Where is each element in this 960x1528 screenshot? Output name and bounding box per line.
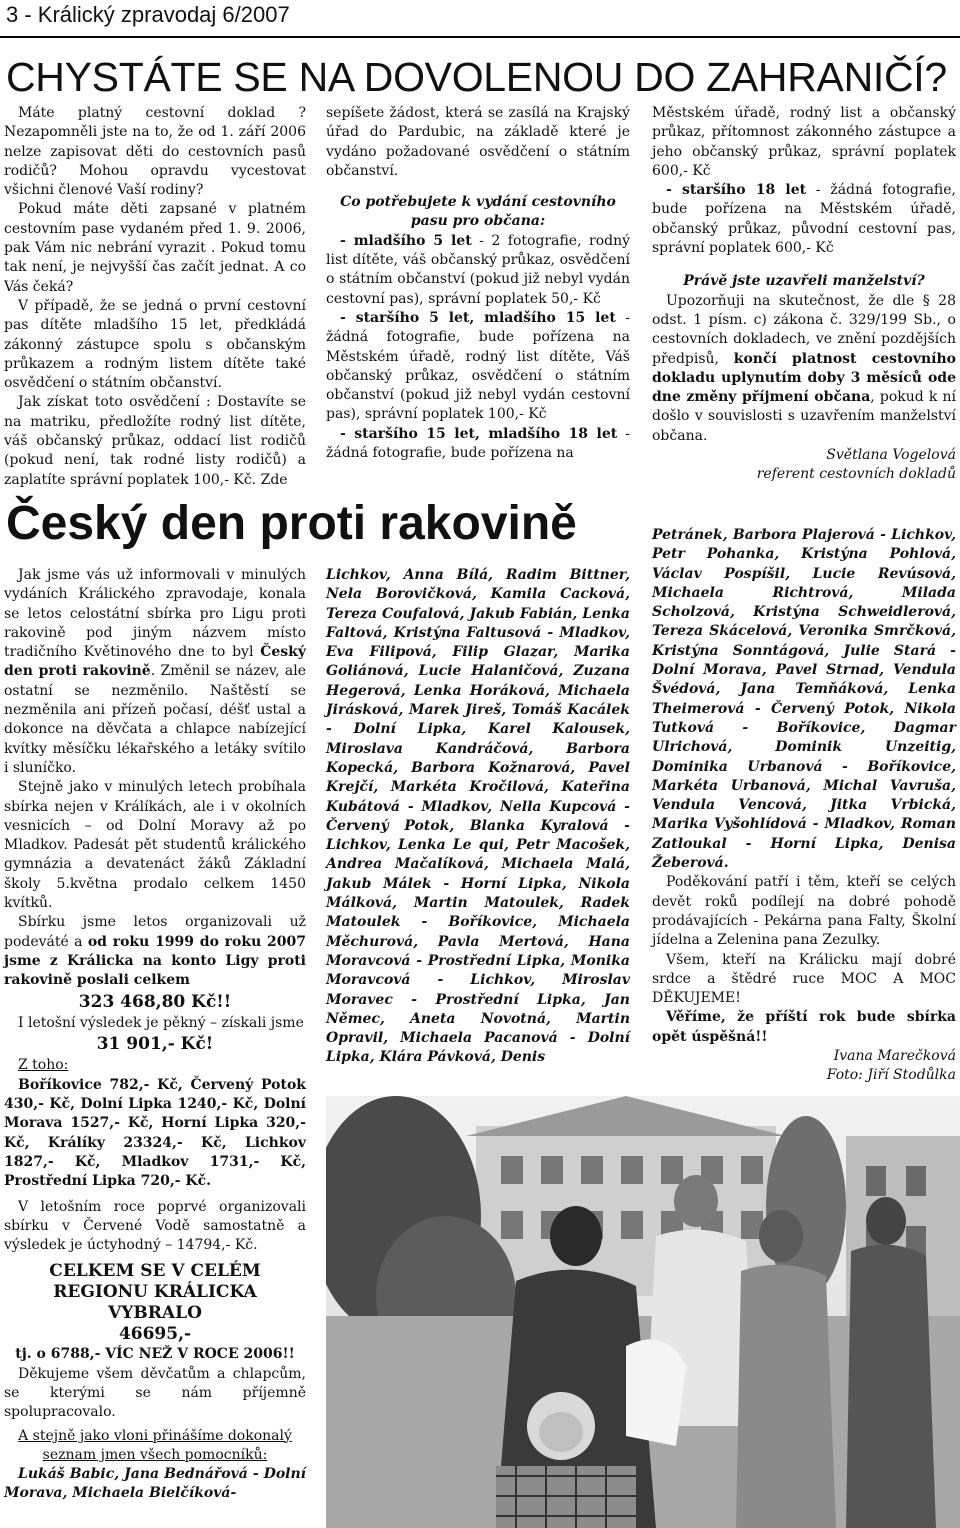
- region-total-comparison: tj. o 6788,- VÍC NEŽ V ROCE 2006!!: [15, 1346, 295, 1363]
- text: Jak jsme vás už informovali v minulých vydáních Králického zpravodaje, konala se letos celostátní sbírka pro Ligu proti rakovině pod jiným názvem místo tradičního Květinového dne to byl: [4, 567, 306, 661]
- paragraph: Věříme, že příští rok bude sbírka opět úspěšná!!: [652, 1009, 956, 1045]
- region-total-value: 46695,-: [118, 1324, 192, 1345]
- article1-column-2: [326, 104, 630, 463]
- helpers-list: Lichkov, Anna Bílá, Radim Bittner, Nela Borovičková, Kamila Cacková, Tereza Coufalová, Jakub Fabián, Lenka Faltová, Kristýna Faltusová - Mladkov, Eva Filipová, Filip Glazar, Marika Goliánová, Lucie Halaničová, Zuzana Hegerová, Lenka Horáková, Michaela Jirásková, Marek Jireš, Tomáš Kacálek - Dolní Lipka, Karel Kalousek, Miroslava Kandráčová, Barbora Kopecká, Barbora Kožnarová, Pavel Krejčí, Markéta Kročilová, Kateřina Kubátová - Mladkov, Nella Kupcová - Červený Potok, Blanka Kyralová - Lichkov, Lenka Le qui, Petr Macošek, Andrea Mačalíková, Michaela Malá, Jakub Málek - Horní Lipka, Nikola Málková, Martin Matoulek, Radek Matoulek - Boříkovice, Michaela Měchurová, Pavla Mertová, Hana Moravcová - Prostřední Lipka, Monika Moravcová - Lichkov, Miroslav Moravec - Prostřední Lipka, Jan Němec, Aneta Novotná, Martin Opravil, Michaela Pacanová - Dolní Lipka, Klára Pávková, Denis: [326, 567, 630, 1066]
- text: Upozorňuji na skutečnost, že dle § 28 odst. 1 písm. c) zákona č. 329/199 Sb., o cestovních dokladech, ve znění pozdějších předpisů,: [652, 292, 956, 367]
- list-item-text: - 2 fotografie, rodný list dítěte, váš občanský průkaz, osvědčení o státním občanství (pokud již nebyl vydán cestovní pas), správní poplatek 50,- Kč: [326, 232, 631, 307]
- list-item-label: - mladšího 5 let: [340, 232, 472, 249]
- paragraph: Děkujeme všem děvčatům a chlapcům, se kterými se nám příjemně spolupracovalo.: [4, 1365, 306, 1421]
- collection-photo-icon: [326, 1096, 960, 1528]
- paragraph: V případě, že se jedná o první cestovní pas dítěte mladšího 15 let, předkládá zákonný zástupce spolu s občanským průkazem a rodným listem dítěte také osvědčení o státním občanství.: [4, 297, 306, 392]
- photo-svg: [326, 1096, 960, 1528]
- text: Sbírku jsme letos organizovali už podeváté a: [4, 914, 306, 950]
- subheading: Právě jste uzavřeli manželství?: [683, 273, 925, 290]
- helpers-list: Lukáš Babic, Jana Bednářová - Dolní Morava, Michaela Bielčíková-: [4, 1466, 306, 1502]
- paragraph: Městském úřadě, rodný list a občanský průkaz, přítomnost zákonného zástupce a jeho občanský průkaz, správní poplatek 600,- Kč: [652, 105, 956, 179]
- text: . Změnil se název, ale ostatní se nezměnilo. Naštěstí se nezměnila ani přízeň počasí, déšť ustal a dokonce na děvčata a chlapce nabízející kvítky měsíčku lékařského a letáky svítilo i sluníčko.: [4, 663, 306, 776]
- paragraph: Jak získat toto osvědčení : Dostavíte se na matriku, předložíte rodný list dítěte, váš občanský průkaz, oddací list rodičů (pokud není, tak rodné listy rodičů) a zaplatíte správní poplatek 100,- Kč. Zde: [4, 394, 306, 488]
- paragraph: A stejně jako vloni přinášíme dokonalý seznam jmen všech pomocníků:: [18, 1427, 292, 1463]
- page-header: 3 - Králický zpravodaj 6/2007: [6, 2, 290, 27]
- list-item: [652, 181, 956, 258]
- article1-column-3: [652, 104, 956, 485]
- author-name: Ivana Marečková: [833, 1048, 956, 1065]
- helpers-list: Petránek, Barbora Plajerová - Lichkov, Petr Pohanka, Kristýna Pohlová, Václav Pospíšil, Lucie Revúsová, Michaela Richtrová, Milada Scholzová, Kristýna Schweidlerová, Tereza Skácelová, Veronika Smrčková, Kristýna Sonntágová, Julie Stará - Dolní Morava, Pavel Strnad, Vendula Švédová, Jana Temňáková, Lenka Theimerová - Červený Potok, Nikola Tutková - Boříkovice, Dagmar Ulrichová, Dominik Unzeitig, Dominika Urbanová - Boříkovice, Markéta Urbanová, Michal Vavruša, Vendula Vencová, Jitka Vrbická, Marika Vyšohlídová - Mladkov, Roman Zatloukal - Horní Lipka, Denisa Žeberová.: [652, 527, 956, 872]
- paragraph: V letošním roce poprvé organizovali sbírku v Červené Vodě samostatně a výsledek je úctyhodný – 14794,- Kč.: [4, 1198, 306, 1254]
- breakdown-list: Boříkovice 782,- Kč, Červený Potok 430,- Kč, Dolní Lipka 1240,- Kč, Dolní Morava 1527,- Kč, Horní Lipka 320,- Kč, Králíky 23324,- Kč, Lichkov 1827,- Kč, Mladkov 1731,- Kč, Prostřední Lipka 720,- Kč.: [4, 1076, 306, 1190]
- total-amount: 323 468,80 Kč!!: [78, 991, 232, 1012]
- article1-column-1: [4, 104, 306, 490]
- year-amount: 31 901,- Kč!: [96, 1034, 214, 1055]
- paragraph: [4, 913, 306, 990]
- list-item: [326, 232, 630, 309]
- list-item: [326, 309, 630, 425]
- paragraph: sepíšete žádost, která se zasílá na Krajský úřad do Pardubic, na základě které je vydáno požadované osvědčení o státním občanství.: [326, 105, 630, 179]
- paragraph: [4, 566, 306, 778]
- list-item: [326, 425, 630, 464]
- paragraph: Všem, kteří na Králicku mají dobré srdce a štědré ruce MOC A MOC DĚKUJEME!: [652, 951, 956, 1007]
- paragraph: Poděkování patří i těm, kteří se celých devět roků podílejí na dobré pohodě prodávajících - Pekárna pana Falty, Školní jídelna a Zelenina pana Zezulky.: [652, 874, 956, 949]
- list-item-label: - staršího 18 let: [666, 182, 807, 199]
- breakdown-label: Z toho:: [18, 1057, 69, 1074]
- emphasis: končí platnost cestovního dokladu uplynutím doby 3 měsíců ode dne změny příjmení občana: [652, 350, 956, 406]
- paragraph: [652, 292, 956, 446]
- text: , pokud k ní došlo v souvislosti s uzavřením manželství občana.: [652, 389, 956, 444]
- author-role: referent cestovních dokladů: [756, 466, 956, 483]
- list-item-label: - staršího 15 let, mladšího 18 let: [340, 425, 618, 442]
- article2-column-2: [326, 566, 630, 1068]
- photo-credit: Foto: Jiří Stodůlka: [826, 1067, 956, 1084]
- header-rule: [0, 36, 960, 38]
- list-item-text: - žádná fotografie, bude pořízena na: [326, 425, 630, 462]
- emphasis: od roku 1999 do roku 2007 jsme z Králicka na konto Ligy proti rakovině poslali celkem: [4, 933, 306, 989]
- article2-headline: Český den proti rakovině: [6, 497, 577, 550]
- article1-headline: CHYSTÁTE SE NA DOVOLENOU DO ZAHRANIČÍ?: [6, 54, 947, 100]
- paragraph: Pokud máte děti zapsané v platném cestovním pase vydaném před 1. 9. 2006, pak Vám nic nebrání vyrazit . Pokud tomu tak není, je nejvyšší čas začít jednat. A co Vás čeká?: [4, 201, 306, 295]
- list-item-text: - žádná fotografie, bude pořízena na Městském úřadě, občanský průkaz, původní cestovní pas, správní poplatek 600,- Kč: [652, 182, 956, 257]
- region-total-label: CELKEM SE V CELÉM REGIONU KRÁLICKA VYBRALO: [49, 1261, 261, 1324]
- list-item-text: - žádná fotografie, bude pořízena na Městském úřadě, rodný list dítěte, Váš občanský průkaz, osvědčení o státním občanství (pokud již nebyl vydán cestovní pas), správní poplatek 100,- Kč: [326, 309, 630, 423]
- paragraph: Stejně jako v minulých letech probíhala sbírka nejen v Králíkách, ale i v okolních vesnicích – od Dolní Moravy až po Mladkov. Padesát pět studentů králického gymnázia a devatenáct žáků Základní školy 5.května prodalo celkem 1450 kvítků.: [4, 779, 306, 912]
- emphasis: Český den proti rakovině: [4, 644, 306, 680]
- article2-column-1: [4, 566, 306, 1504]
- paragraph: Máte platný cestovní doklad ? Nezapomněli jste na to, že od 1. září 2006 nelze zapisovat děti do cestovních pasů rodičů? Mohou opravdu vycestovat všichni členové Vaší rodiny?: [4, 105, 306, 199]
- list-item-label: - staršího 5 let, mladšího 15 let: [340, 309, 616, 326]
- paragraph: I letošní výsledek je pěkný – získali jsme: [18, 1014, 304, 1031]
- subheading: Co potřebujete k vydání cestovního pasu pro občana:: [340, 194, 616, 230]
- article2-column-3: [652, 526, 956, 1086]
- author-name: Světlana Vogelová: [826, 447, 956, 464]
